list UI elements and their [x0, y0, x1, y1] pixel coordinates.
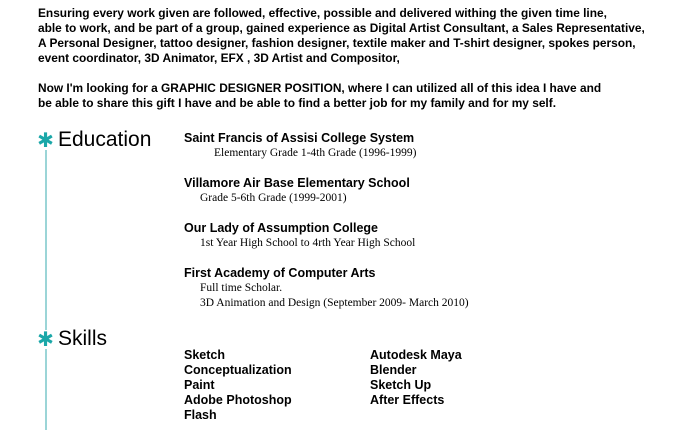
section-title: Education — [58, 128, 152, 151]
school-name: Saint Francis of Assisi College System — [184, 131, 415, 145]
intro-text — [38, 6, 693, 111]
skills-column-2 — [370, 348, 462, 408]
intro-line: A Personal Designer, tattoo designer, fashion designer, textile maker and T-shirt designer, spokes person, — [38, 36, 636, 50]
school-detail: Elementary Grade 1-4th Grade (1996-1999) — [214, 147, 417, 159]
school-detail: Grade 5-6th Grade (1999-2001) — [200, 192, 347, 204]
education-entry — [184, 266, 469, 311]
asterisk-icon: ✱ — [37, 127, 54, 152]
skills-heading — [36, 327, 107, 351]
skill-item: Sketch — [184, 348, 225, 362]
school-detail: 3D Animation and Design (September 2009- March 2010) — [200, 297, 469, 309]
intro-line: be able to share this gift I have and be able to find a better job for my family and for my self. — [38, 96, 557, 110]
skill-item: After Effects — [370, 393, 445, 407]
asterisk-icon: ✱ — [37, 326, 54, 351]
skill-item: Flash — [184, 408, 217, 422]
school-name: Villamore Air Base Elementary School — [184, 176, 410, 190]
skill-item: Conceptualization — [184, 363, 292, 377]
education-entry — [184, 221, 415, 251]
school-name: Our Lady of Assumption College — [184, 221, 378, 235]
education-heading — [36, 128, 151, 152]
skill-item: Paint — [184, 378, 215, 392]
skills-column-1 — [184, 348, 292, 423]
school-name: First Academy of Computer Arts — [184, 266, 376, 280]
timeline-line — [45, 140, 47, 430]
section-title: Skills — [58, 327, 108, 350]
education-entry — [184, 176, 410, 206]
school-detail: 1st Year High School to 4rth Year High School — [200, 237, 416, 249]
intro-line: able to work, and be part of a group, gained experience as Digital Artist Consultant, a Sales Representative, — [38, 21, 645, 35]
intro-paragraph-1 — [38, 6, 693, 66]
intro-line: Now I'm looking for a GRAPHIC DESIGNER POSITION, where I can utilized all of this idea I have and — [38, 81, 602, 95]
school-detail: Full time Scholar. — [200, 282, 283, 294]
skill-item: Autodesk Maya — [370, 348, 462, 362]
intro-paragraph-2 — [38, 81, 693, 111]
education-entry — [184, 131, 416, 161]
skill-item: Adobe Photoshop — [184, 393, 292, 407]
intro-line: Ensuring every work given are followed, effective, possible and delivered withing the given time line, — [38, 6, 607, 20]
intro-line: event coordinator, 3D Animator, EFX , 3D Artist and Compositor, — [38, 51, 400, 65]
skill-item: Sketch Up — [370, 378, 432, 392]
skill-item: Blender — [370, 363, 417, 377]
